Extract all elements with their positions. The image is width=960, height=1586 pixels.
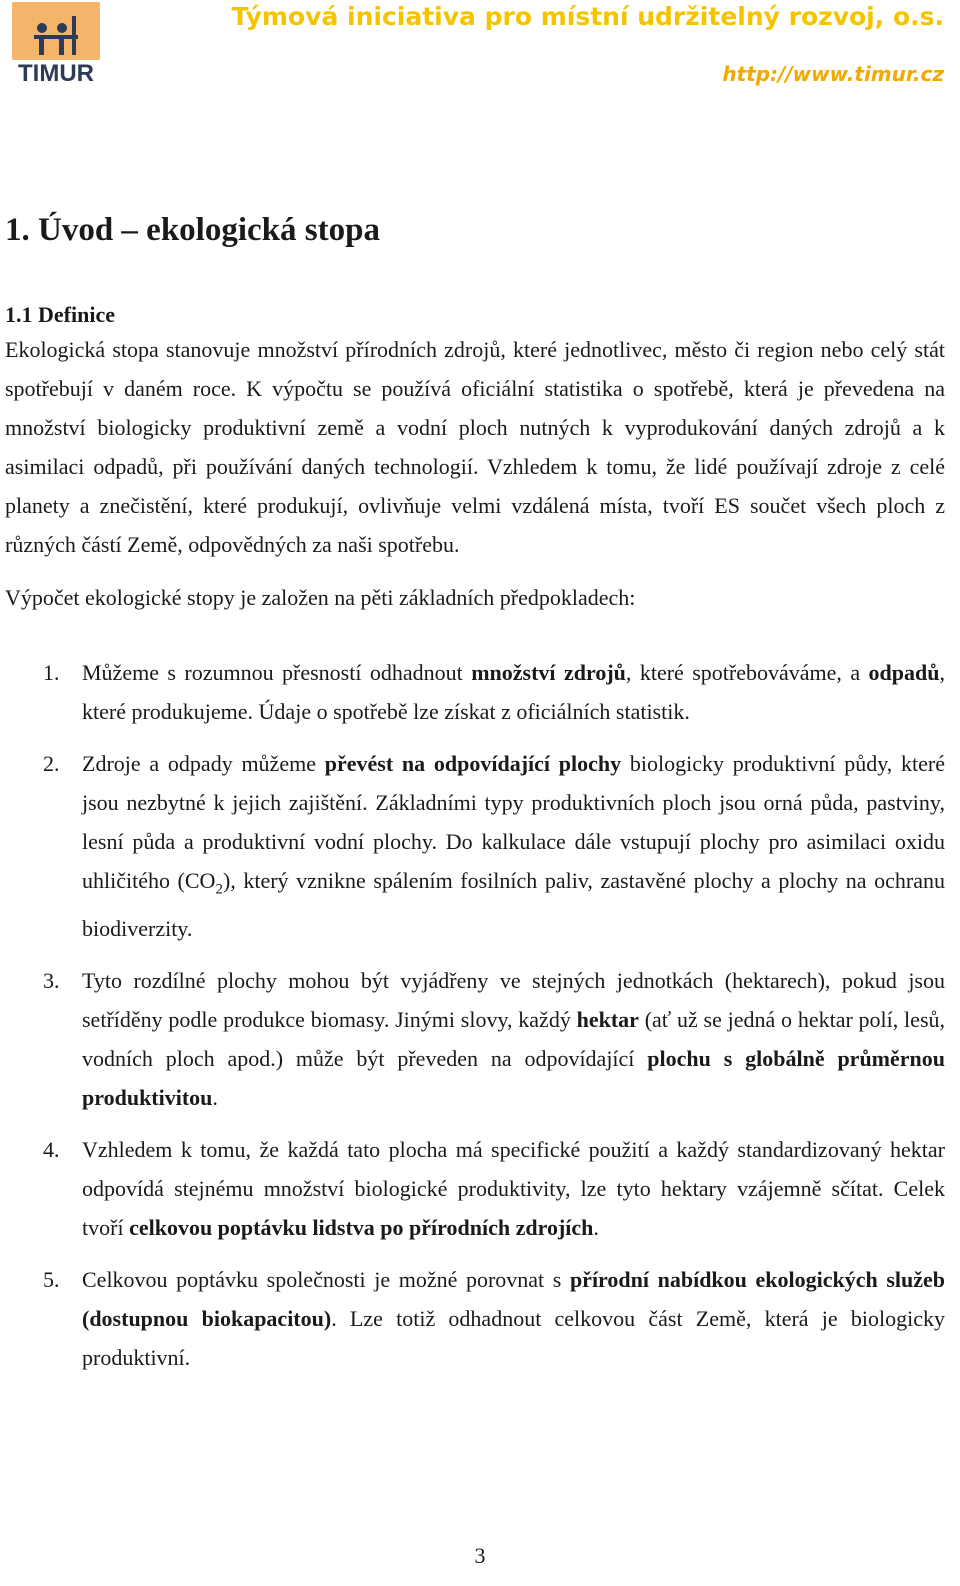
definition-paragraph: Ekologická stopa stanovuje množství přírodních zdrojů, které jednotlivec, město či region nebo celý stát spotřebují v daném roce. K výpočtu se používá oficiální statistika o spotřebě, která je převedena na množství biologicky produktivní země a vodní ploch nutných k vyprodukování daných zdrojů a k asimilaci odpadů, při používání daných technologií. Vzhledem k tomu, že lidé používají zdroje z celé planety a znečistění, které produkují, ovlivňuje velmi vzdálená místa, tvoří ES součet všech ploch z různých částí Země, odpovědných za naši spotřebu. (5, 337, 945, 557)
list-text: Zdroje a odpady můžeme (82, 751, 325, 776)
list-text: Vzhledem k tomu, že každá tato plocha má specifické použití a každý standardizovaný hektar odpovídá stejnému množství biologické produktivity, lze tyto hektary vzájemně sčítat. Celek tvoří (82, 1137, 945, 1241)
assumptions-list (5, 653, 945, 1377)
list-item (5, 1130, 945, 1247)
list-text: . Lze totiž odhadnout celkovou část Země, která je biologicky produktivní. (82, 1306, 945, 1371)
list-number: 3. (43, 968, 60, 994)
list-text: . (593, 1215, 599, 1241)
list-bold-text: přírodní nabídkou ekologických služeb (dostupnou biokapacitou) (82, 1267, 946, 1332)
list-text: biologicky produktivní půdy, které jsou nezbytné k jejich zajištění. Základními typy produktivních ploch jsou orná půda, pastviny, lesní půda a produktivní vodní plochy. Do kalkulace dále vstupují plochy pro asimilaci oxidu uhličitého (CO (82, 751, 945, 893)
list-bold-text: plochu s globálně průměrnou produktivitou (82, 1046, 945, 1111)
list-number: 5. (43, 1267, 60, 1293)
list-text: Celkovou poptávku společnosti je možné porovnat s (82, 1267, 570, 1293)
people-icon (12, 2, 100, 60)
list-number: 1. (43, 660, 60, 685)
list-number: 2. (43, 751, 60, 776)
timur-logo (12, 2, 100, 94)
organization-url[interactable]: http://www.timur.cz (722, 62, 944, 86)
logo-text: TIMUR (18, 60, 94, 87)
list-bold-text: množství zdrojů (471, 660, 626, 685)
list-bold-text: hektar (576, 1007, 639, 1033)
subscript-text: 2 (215, 881, 223, 898)
list-bold-text: převést na odpovídající plochy (324, 751, 622, 776)
list-item (5, 1260, 945, 1377)
page-number: 3 (474, 1543, 486, 1568)
document-body (5, 206, 945, 1390)
list-item (5, 961, 945, 1117)
list-bold-text: odpadů (868, 660, 940, 685)
list-text: Můžeme s rozumnou přesností odhadnout (82, 660, 472, 685)
list-item (5, 653, 945, 731)
list-text: ), který vznikne spálením fosilních paliv, zastavěné plochy a plochy na ochranu biodiverzity. (82, 868, 945, 942)
section-heading: 1. Úvod – ekologická stopa (5, 212, 380, 248)
list-text: , které spotřebováváme, a (625, 660, 869, 685)
page-header (0, 0, 960, 110)
list-text: . (212, 1085, 218, 1111)
list-text: Tyto rozdílné plochy mohou být vyjádřeny ve stejných jednotkách (hektarech), pokud jsou setříděny podle produkce biomasy. Jinými slovy, každý (82, 968, 945, 1033)
list-text: (ať už se jedná o hektar polí, lesů, vodních ploch apod.) může být převeden na odpovídající (82, 1007, 945, 1072)
list-bold-text: celkovou poptávku lidstva po přírodních zdrojích (129, 1215, 594, 1241)
logo-emblem (12, 2, 100, 60)
subsection-heading: 1.1 Definice (5, 302, 115, 327)
list-text: , které produkujeme. Údaje o spotřebě lze získat z oficiálních statistik. (82, 660, 945, 724)
list-number: 4. (43, 1137, 60, 1163)
organization-name: Týmová iniciativa pro místní udržitelný rozvoj, o.s. (231, 2, 944, 31)
assumptions-intro: Výpočet ekologické stopy je založen na pěti základních předpokladech: (5, 585, 636, 610)
list-item (5, 744, 945, 948)
